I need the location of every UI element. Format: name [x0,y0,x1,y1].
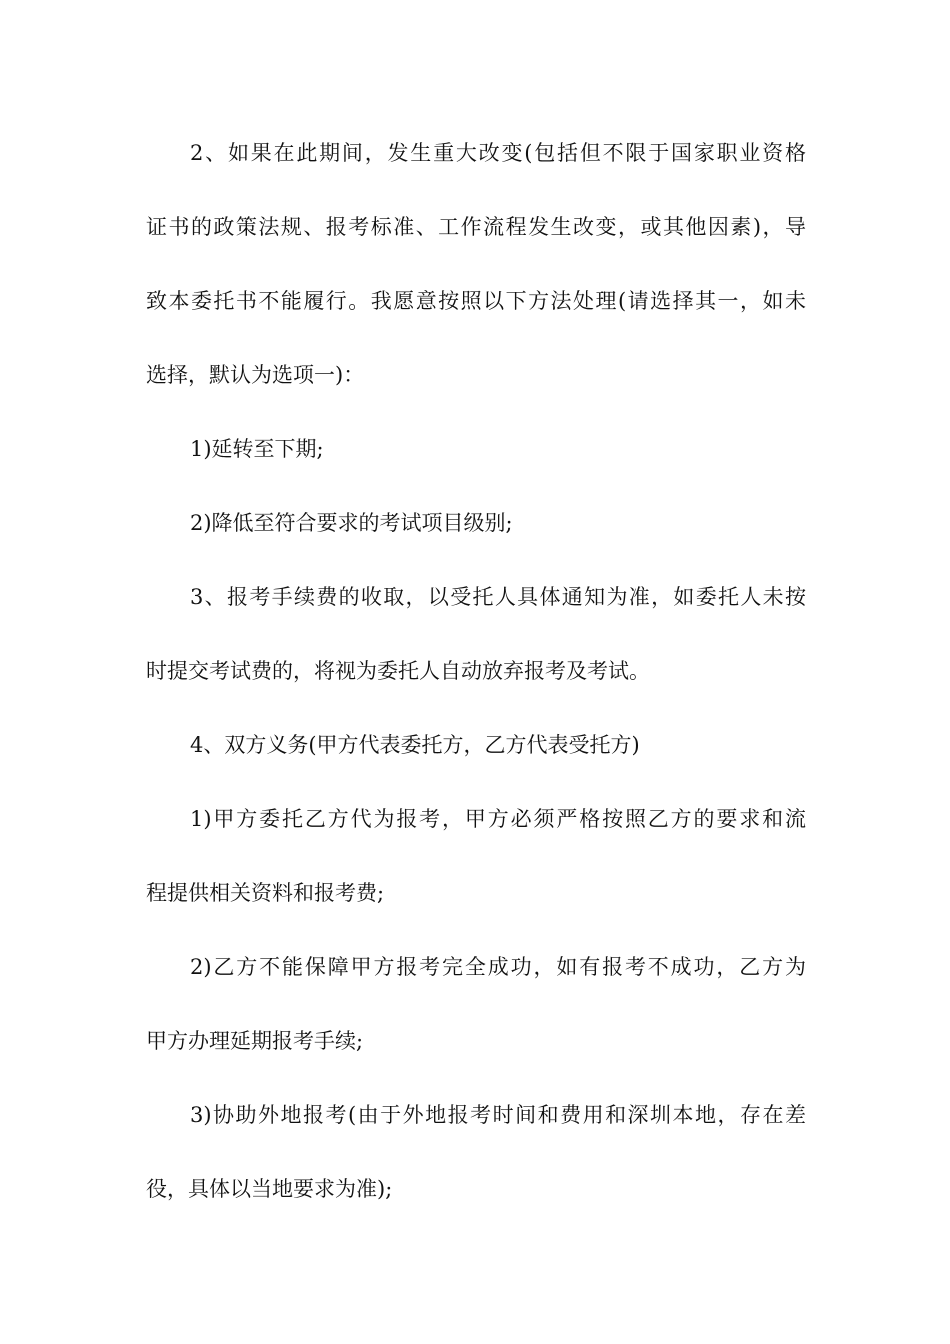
clause-2-line-1: 2、如果在此期间，发生重大改变(包括但不限于国家职业资格 [190,141,806,165]
duty-1-line-2: 程提供相关资料和报考费; [146,881,385,905]
duty-3-line-1: 3)协助外地报考(由于外地报考时间和费用和深圳本地，存在差 [190,1103,806,1127]
clause-2-line-3: 致本委托书不能履行。我愿意按照以下方法处理(请选择其一，如未 [146,289,806,313]
clause-2-line-2: 证书的政策法规、报考标准、工作流程发生改变，或其他因素)，导 [146,215,806,239]
clause-2-line-4: 选择，默认为选项一)： [146,363,365,387]
duty-1-line-1: 1)甲方委托乙方代为报考，甲方必须严格按照乙方的要求和流 [190,807,806,831]
clause-3-line-2: 时提交考试费的，将视为委托人自动放弃报考及考试。 [146,659,650,683]
duty-2-line-2: 甲方办理延期报考手续; [146,1029,364,1053]
clause-4-heading: 4、双方义务(甲方代表委托方，乙方代表受托方) [190,733,640,757]
clause-3-line-1: 3、报考手续费的收取，以受托人具体通知为准，如委托人未按 [190,585,806,609]
option-2-line: 2)降低至符合要求的考试项目级别; [190,511,513,535]
option-1-line: 1)延转至下期; [190,437,324,461]
duty-2-line-1: 2)乙方不能保障甲方报考完全成功，如有报考不成功，乙方为 [190,955,806,979]
duty-3-line-2: 役，具体以当地要求为准); [146,1177,393,1201]
